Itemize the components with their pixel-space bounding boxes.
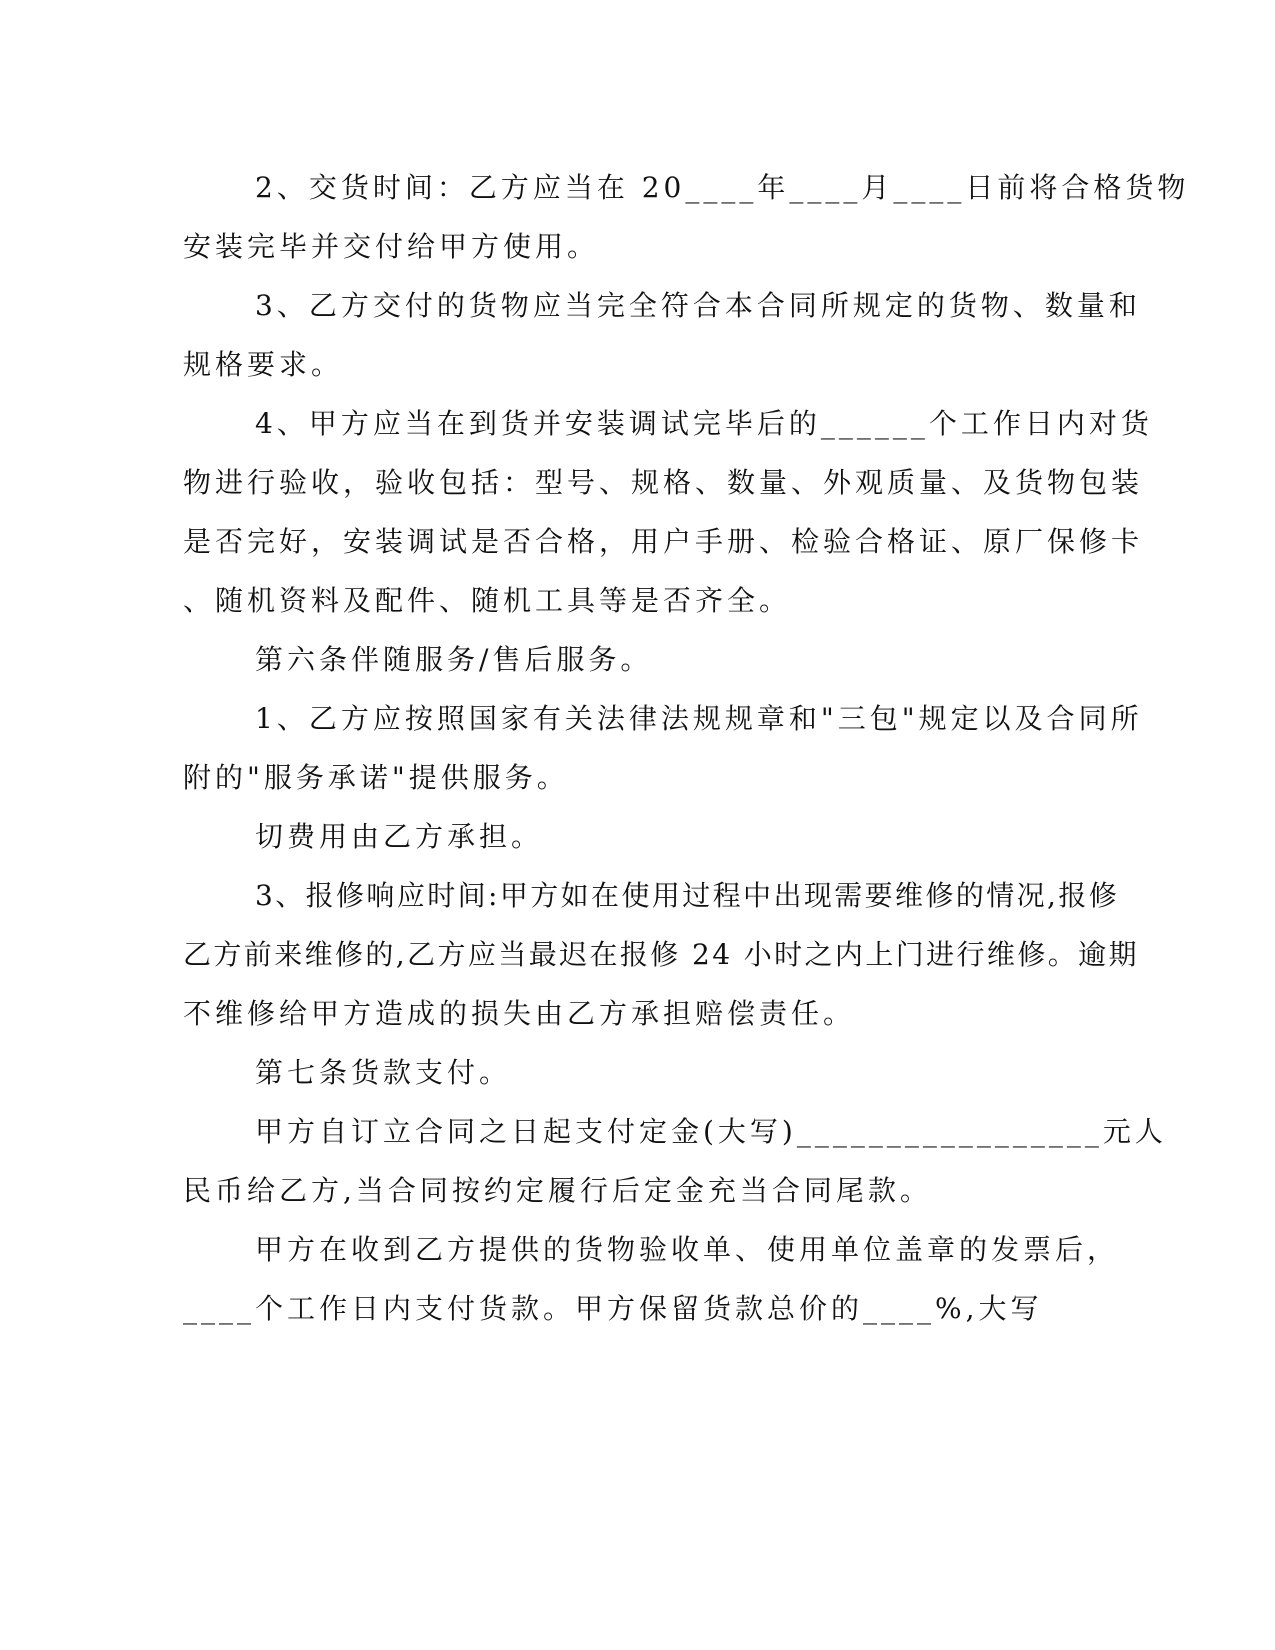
- text-line: 物进行验收，验收包括：型号、规格、数量、外观质量、及货物包装: [183, 466, 1144, 499]
- text-line: 、随机资料及配件、随机工具等是否齐全。: [183, 584, 792, 617]
- text-line: 1、乙方应按照国家有关法律法规规章和"三包"规定以及合同所: [255, 702, 1143, 735]
- document-body: [183, 158, 1190, 1338]
- text-line: 3、乙方交付的货物应当完全符合本合同所规定的货物、数量和: [255, 289, 1141, 322]
- text-line: 2、交货时间：乙方应当在 20____年____月____日前将合格货物: [255, 171, 1190, 204]
- text-line: 4、甲方应当在到货并安装调试完毕后的______个工作日内对货: [255, 407, 1153, 440]
- text-line: 甲方在收到乙方提供的货物验收单、使用单位盖章的发票后，: [255, 1233, 1120, 1266]
- text-line: ____个工作日内支付货款。甲方保留货款总价的____%,大写: [183, 1292, 1043, 1325]
- text-line: 切费用由乙方承担。: [255, 820, 544, 853]
- text-line: 乙方前来维修的,乙方应当最迟在报修 24 小时之内上门进行维修。逾期: [183, 938, 1139, 971]
- text-line: 是否完好，安装调试是否合格，用户手册、检验合格证、原厂保修卡: [183, 525, 1144, 558]
- section-heading: 第七条货款支付。: [255, 1056, 512, 1089]
- text-line: 不维修给甲方造成的损失由乙方承担赔偿责任。: [183, 997, 856, 1030]
- section-heading: 第六条伴随服务/售后服务。: [255, 643, 653, 676]
- text-line: 3、报修响应时间:甲方如在使用过程中出现需要维修的情况,报修: [255, 879, 1120, 912]
- text-line: 附的"服务承诺"提供服务。: [183, 761, 569, 794]
- text-line: 甲方自订立合同之日起支付定金(大写)_________________元人: [255, 1115, 1167, 1148]
- text-line: 民币给乙方,当合同按约定履行后定金充当合同尾款。: [183, 1174, 932, 1207]
- text-line: 安装完毕并交付给甲方使用。: [183, 230, 600, 263]
- text-line: 规格要求。: [183, 348, 344, 381]
